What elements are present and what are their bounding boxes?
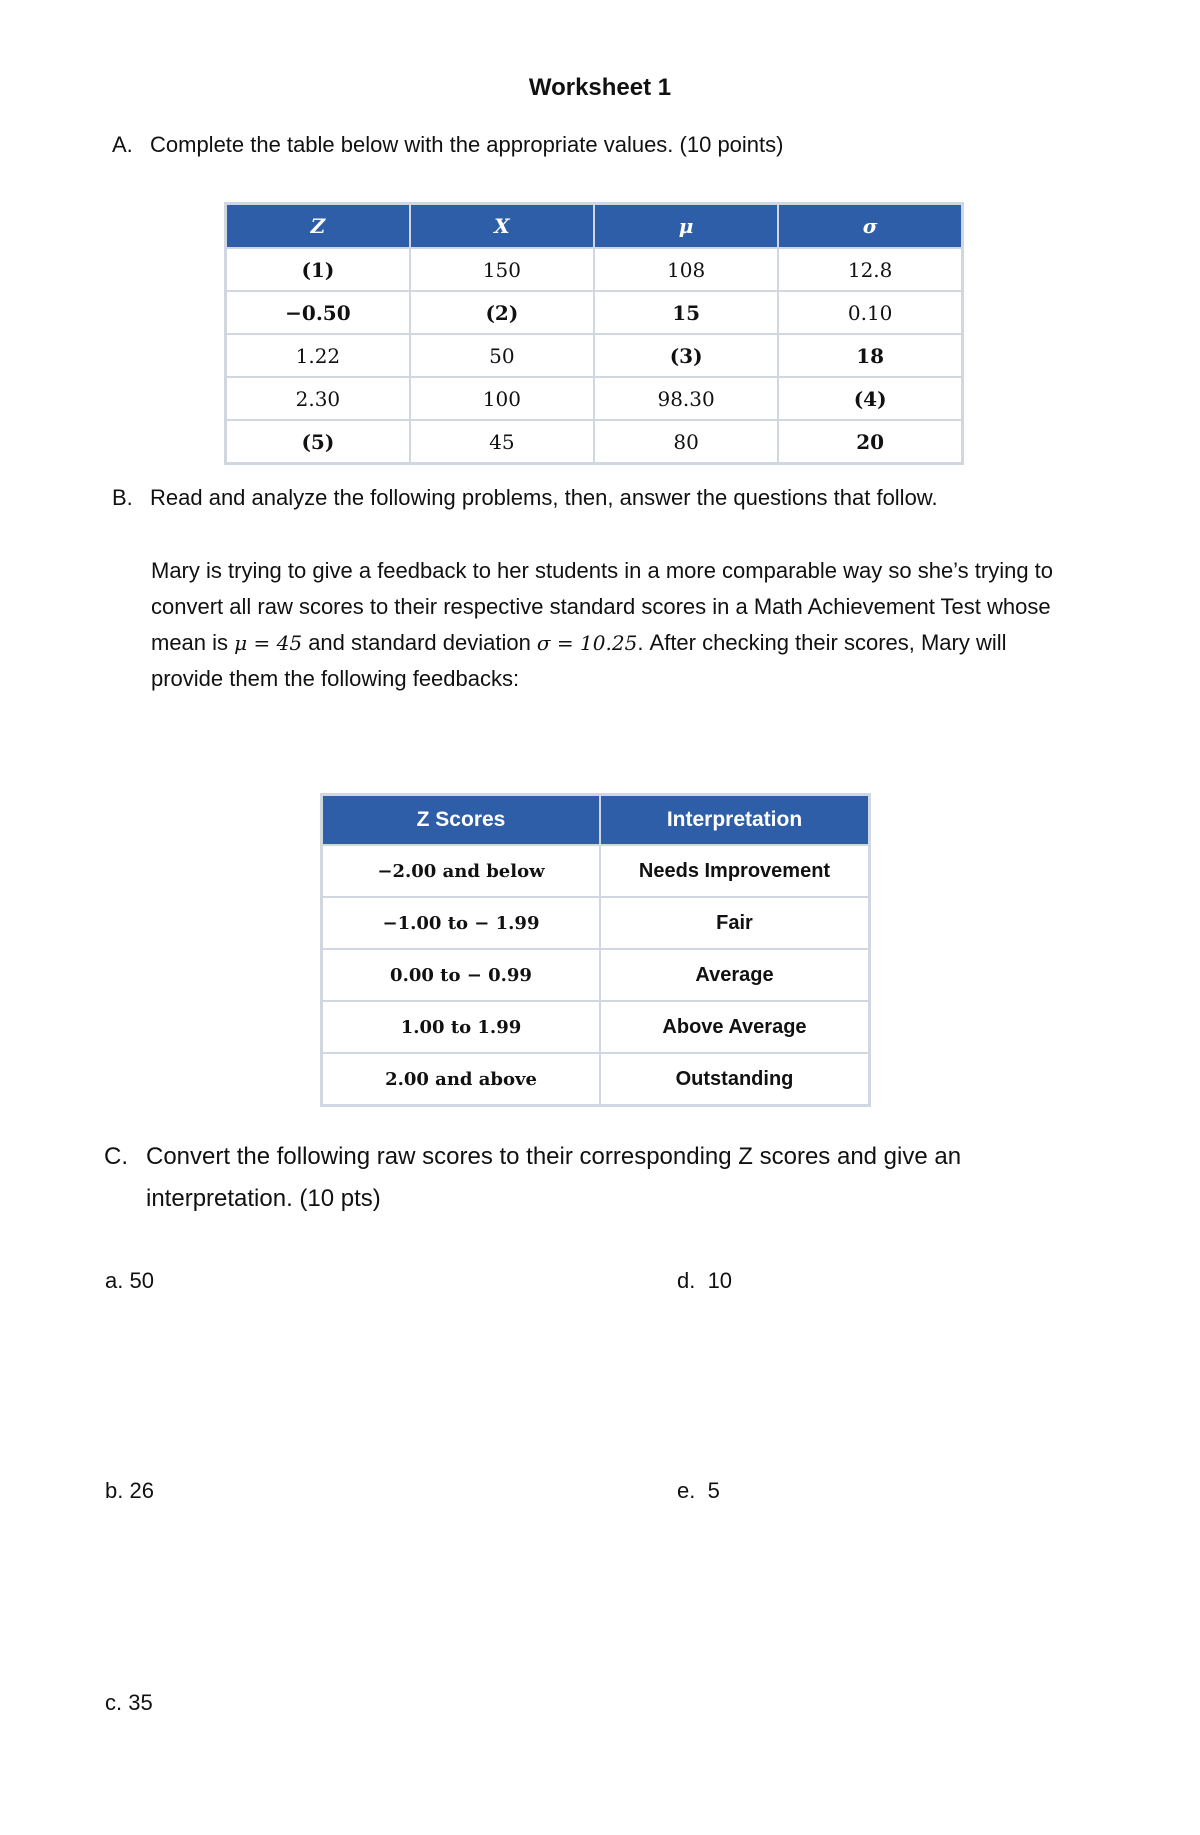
table-cell: 20 [778, 420, 962, 464]
table-row [226, 377, 963, 420]
section-c-line-1: Convert the following raw scores to their corresponding Z scores and give an [146, 1143, 962, 1170]
paragraph-text-2: and standard deviation [302, 630, 537, 655]
worksheet-title: Worksheet 1 [528, 74, 672, 101]
table-cell: 108 [594, 248, 778, 291]
z-range-cell: 1.00 to 1.99 [322, 1001, 601, 1053]
table-cell: (2) [410, 291, 594, 334]
table-cell: (1) [226, 248, 410, 291]
z-range-cell: 2.00 and above [322, 1053, 601, 1106]
z-range-cell: 0.00 to − 0.99 [322, 949, 601, 1001]
table-cell: 100 [410, 377, 594, 420]
header-sigma: σ [778, 204, 962, 249]
interpretation-cell: Needs Improvement [600, 845, 870, 897]
table-cell: 12.8 [778, 248, 962, 291]
header-x: X [410, 204, 594, 249]
interpretation-cell: Above Average [600, 1001, 870, 1053]
table-row [226, 420, 963, 464]
header-z: Z [226, 204, 410, 249]
header-interpretation: Interpretation [600, 795, 870, 846]
table-cell: 50 [410, 334, 594, 377]
section-b-text: Read and analyze the following problems, then, answer the questions that follow. [150, 485, 938, 510]
table-row [322, 949, 870, 1001]
table-row [226, 334, 963, 377]
interpretation-table [320, 793, 871, 1107]
values-table [224, 202, 964, 465]
section-b-letter: B. [112, 485, 133, 510]
table-row [322, 1001, 870, 1053]
table-row [322, 845, 870, 897]
section-a-letter: A. [112, 132, 133, 157]
table-cell: (4) [778, 377, 962, 420]
table-cell: 0.10 [778, 291, 962, 334]
problem-paragraph [151, 553, 1071, 697]
interpretation-cell: Average [600, 949, 870, 1001]
section-a-heading [112, 131, 783, 159]
sd-expression: σ = 10.25 [536, 631, 638, 655]
section-a-text: Complete the table below with the appropriate values. (10 points) [150, 132, 784, 157]
paragraph-text-3: . After checking their scores, Mary will provide them the following feedbacks: [151, 630, 1007, 691]
table-row [322, 897, 870, 949]
table-cell: (5) [226, 420, 410, 464]
interpretation-cell: Fair [600, 897, 870, 949]
interpretation-header-row [322, 795, 870, 846]
section-b-heading [112, 484, 938, 512]
header-mu: μ [594, 204, 778, 249]
item-e: e. 5 [677, 1478, 720, 1503]
mean-expression: μ = 45 [234, 631, 303, 655]
table-cell: 15 [594, 291, 778, 334]
table-cell: 98.30 [594, 377, 778, 420]
item-b: b. 26 [105, 1478, 154, 1503]
z-range-cell: −1.00 to − 1.99 [322, 897, 601, 949]
table-cell: 150 [410, 248, 594, 291]
table-cell: (3) [594, 334, 778, 377]
table-row [322, 1053, 870, 1106]
table-cell: 45 [410, 420, 594, 464]
z-range-cell: −2.00 and below [322, 845, 601, 897]
item-d: d. 10 [677, 1268, 733, 1293]
section-c-heading [104, 1136, 961, 1220]
interpretation-cell: Outstanding [600, 1053, 870, 1106]
table-cell: 18 [778, 334, 962, 377]
item-c: c. 35 [105, 1690, 153, 1715]
header-z-scores: Z Scores [322, 795, 601, 846]
section-c-letter: C. [104, 1143, 128, 1170]
table-cell: −0.50 [226, 291, 410, 334]
values-table-header-row [226, 204, 963, 249]
table-cell: 2.30 [226, 377, 410, 420]
table-row [226, 291, 963, 334]
paragraph-text-1: Mary is trying to give a feedback to her students in a more comparable way so she’s trying to convert all raw scores to their respective standard scores in a Math Achievement Test whose mean is [151, 558, 1054, 655]
table-cell: 80 [594, 420, 778, 464]
section-c-line-2: interpretation. (10 pts) [146, 1185, 381, 1212]
table-row [226, 248, 963, 291]
table-cell: 1.22 [226, 334, 410, 377]
item-a: a. 50 [105, 1268, 154, 1293]
